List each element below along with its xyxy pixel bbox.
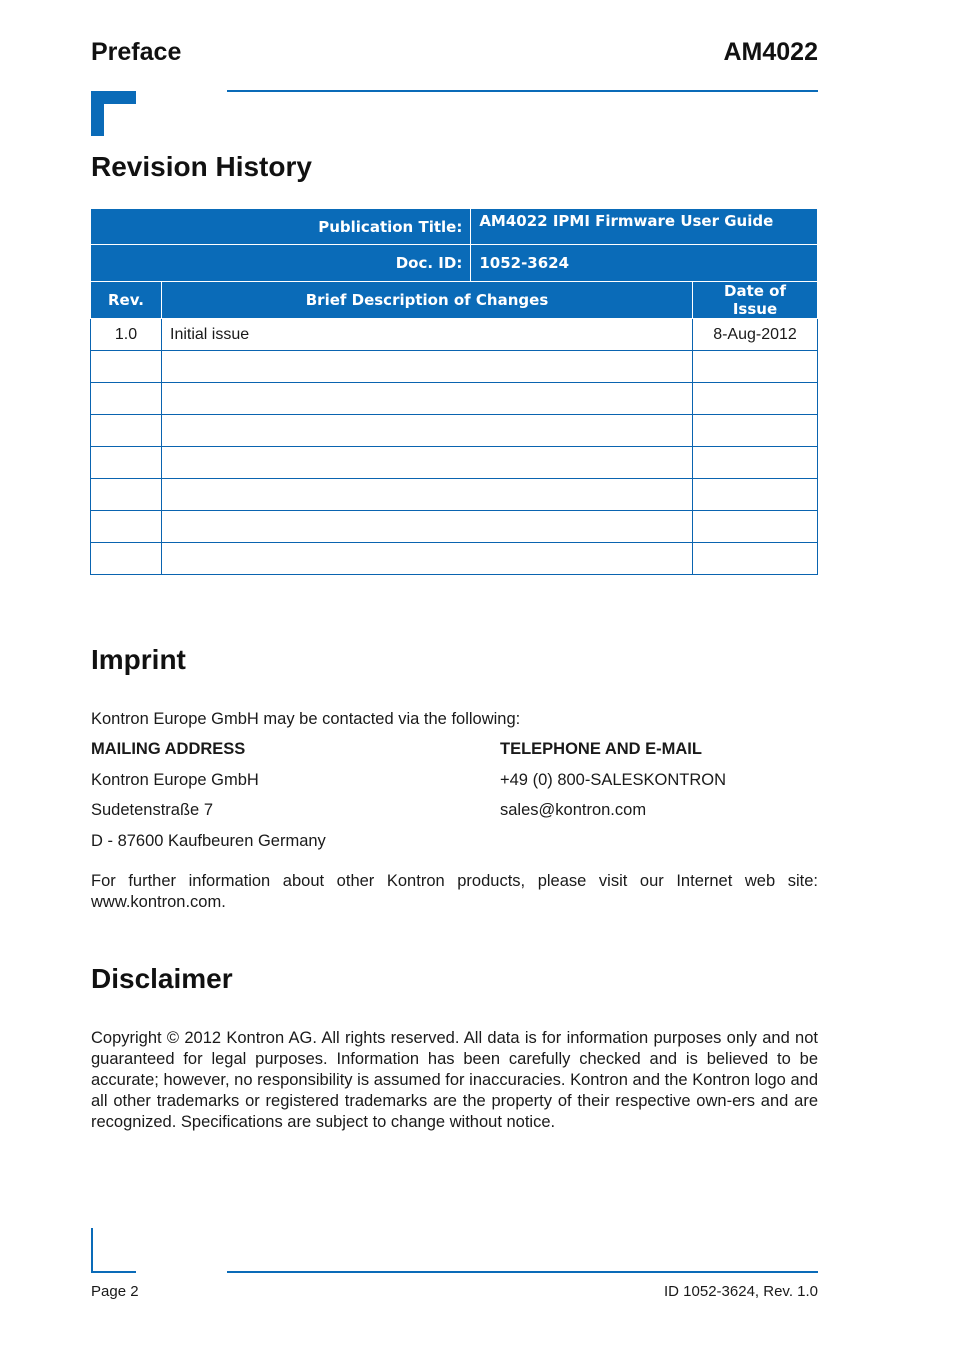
column-header-date: Date of Issue (693, 282, 818, 319)
disclaimer-heading: Disclaimer (91, 963, 233, 994)
table-row (91, 351, 818, 383)
table-row (91, 447, 818, 479)
imprint-heading: Imprint (91, 644, 186, 675)
header-rule (227, 90, 818, 92)
revision-history-table (90, 208, 818, 575)
telephone-email-label: TELEPHONE AND E-MAIL (500, 740, 702, 758)
header-product-name: AM4022 (723, 38, 818, 66)
header-section-title: Preface (91, 38, 182, 66)
footer-page-number: Page 2 (91, 1283, 139, 1300)
date-cell (693, 511, 818, 543)
table-row (91, 511, 818, 543)
further-info-paragraph: For further information about other Kontron products, please visit our Internet web site: www.kontron.com. (91, 872, 818, 911)
description-cell (162, 415, 693, 447)
table-row (91, 479, 818, 511)
description-cell (162, 543, 693, 575)
mailing-address-label: MAILING ADDRESS (91, 740, 246, 758)
description-cell: Initial issue (162, 319, 693, 351)
doc-id-value: 1052-3624 (471, 245, 818, 282)
table-row (91, 543, 818, 575)
telephone-number: +49 (0) 800-SALESKONTRON (500, 771, 727, 789)
footer-document-id: ID 1052-3624, Rev. 1.0 (664, 1283, 818, 1300)
description-cell (162, 511, 693, 543)
revision-column-header-row (91, 282, 818, 319)
mailing-address-line: Sudetenstraße 7 (91, 801, 213, 819)
corner-mark-bottom (91, 1228, 136, 1273)
rev-cell (91, 351, 162, 383)
date-cell (693, 383, 818, 415)
imprint-intro: Kontron Europe GmbH may be contacted via the following: (91, 710, 521, 728)
description-cell (162, 479, 693, 511)
description-cell (162, 383, 693, 415)
date-cell (693, 479, 818, 511)
column-header-description: Brief Description of Changes (162, 282, 693, 319)
rev-cell (91, 511, 162, 543)
date-cell (693, 415, 818, 447)
publication-title-row (91, 209, 818, 245)
rev-cell (91, 447, 162, 479)
date-cell (693, 543, 818, 575)
rev-cell (91, 415, 162, 447)
table-row (91, 415, 818, 447)
description-cell (162, 447, 693, 479)
mailing-address-line: D - 87600 Kaufbeuren Germany (91, 832, 326, 850)
date-cell (693, 351, 818, 383)
table-row (91, 319, 818, 351)
description-cell (162, 351, 693, 383)
column-header-rev: Rev. (91, 282, 162, 319)
disclaimer-paragraph: Copyright © 2012 Kontron AG. All rights reserved. All data is for information purposes only and not guaranteed for legal purposes. Information has been carefully checked and is believed to be accurate; however, no responsibility is assumed for inaccuracies. Kontron and the Kontron logo and all other trademarks or registered trademarks are the property of their respective own-ers and are recognized. Specifications are subject to change without notice. (91, 1029, 818, 1131)
publication-title-value: AM4022 IPMI Firmware User Guide (471, 209, 818, 245)
rev-cell: 1.0 (91, 319, 162, 351)
rev-cell (91, 543, 162, 575)
date-cell: 8-Aug-2012 (693, 319, 818, 351)
table-row (91, 383, 818, 415)
rev-cell (91, 383, 162, 415)
doc-id-label: Doc. ID: (91, 245, 471, 282)
email-address: sales@kontron.com (500, 801, 647, 819)
date-cell (693, 447, 818, 479)
rev-cell (91, 479, 162, 511)
corner-mark-top (91, 91, 136, 136)
mailing-address-line: Kontron Europe GmbH (91, 771, 259, 789)
revision-history-heading: Revision History (91, 151, 312, 182)
doc-id-row (91, 245, 818, 282)
footer-rule (227, 1271, 818, 1273)
publication-title-label: Publication Title: (91, 209, 471, 245)
